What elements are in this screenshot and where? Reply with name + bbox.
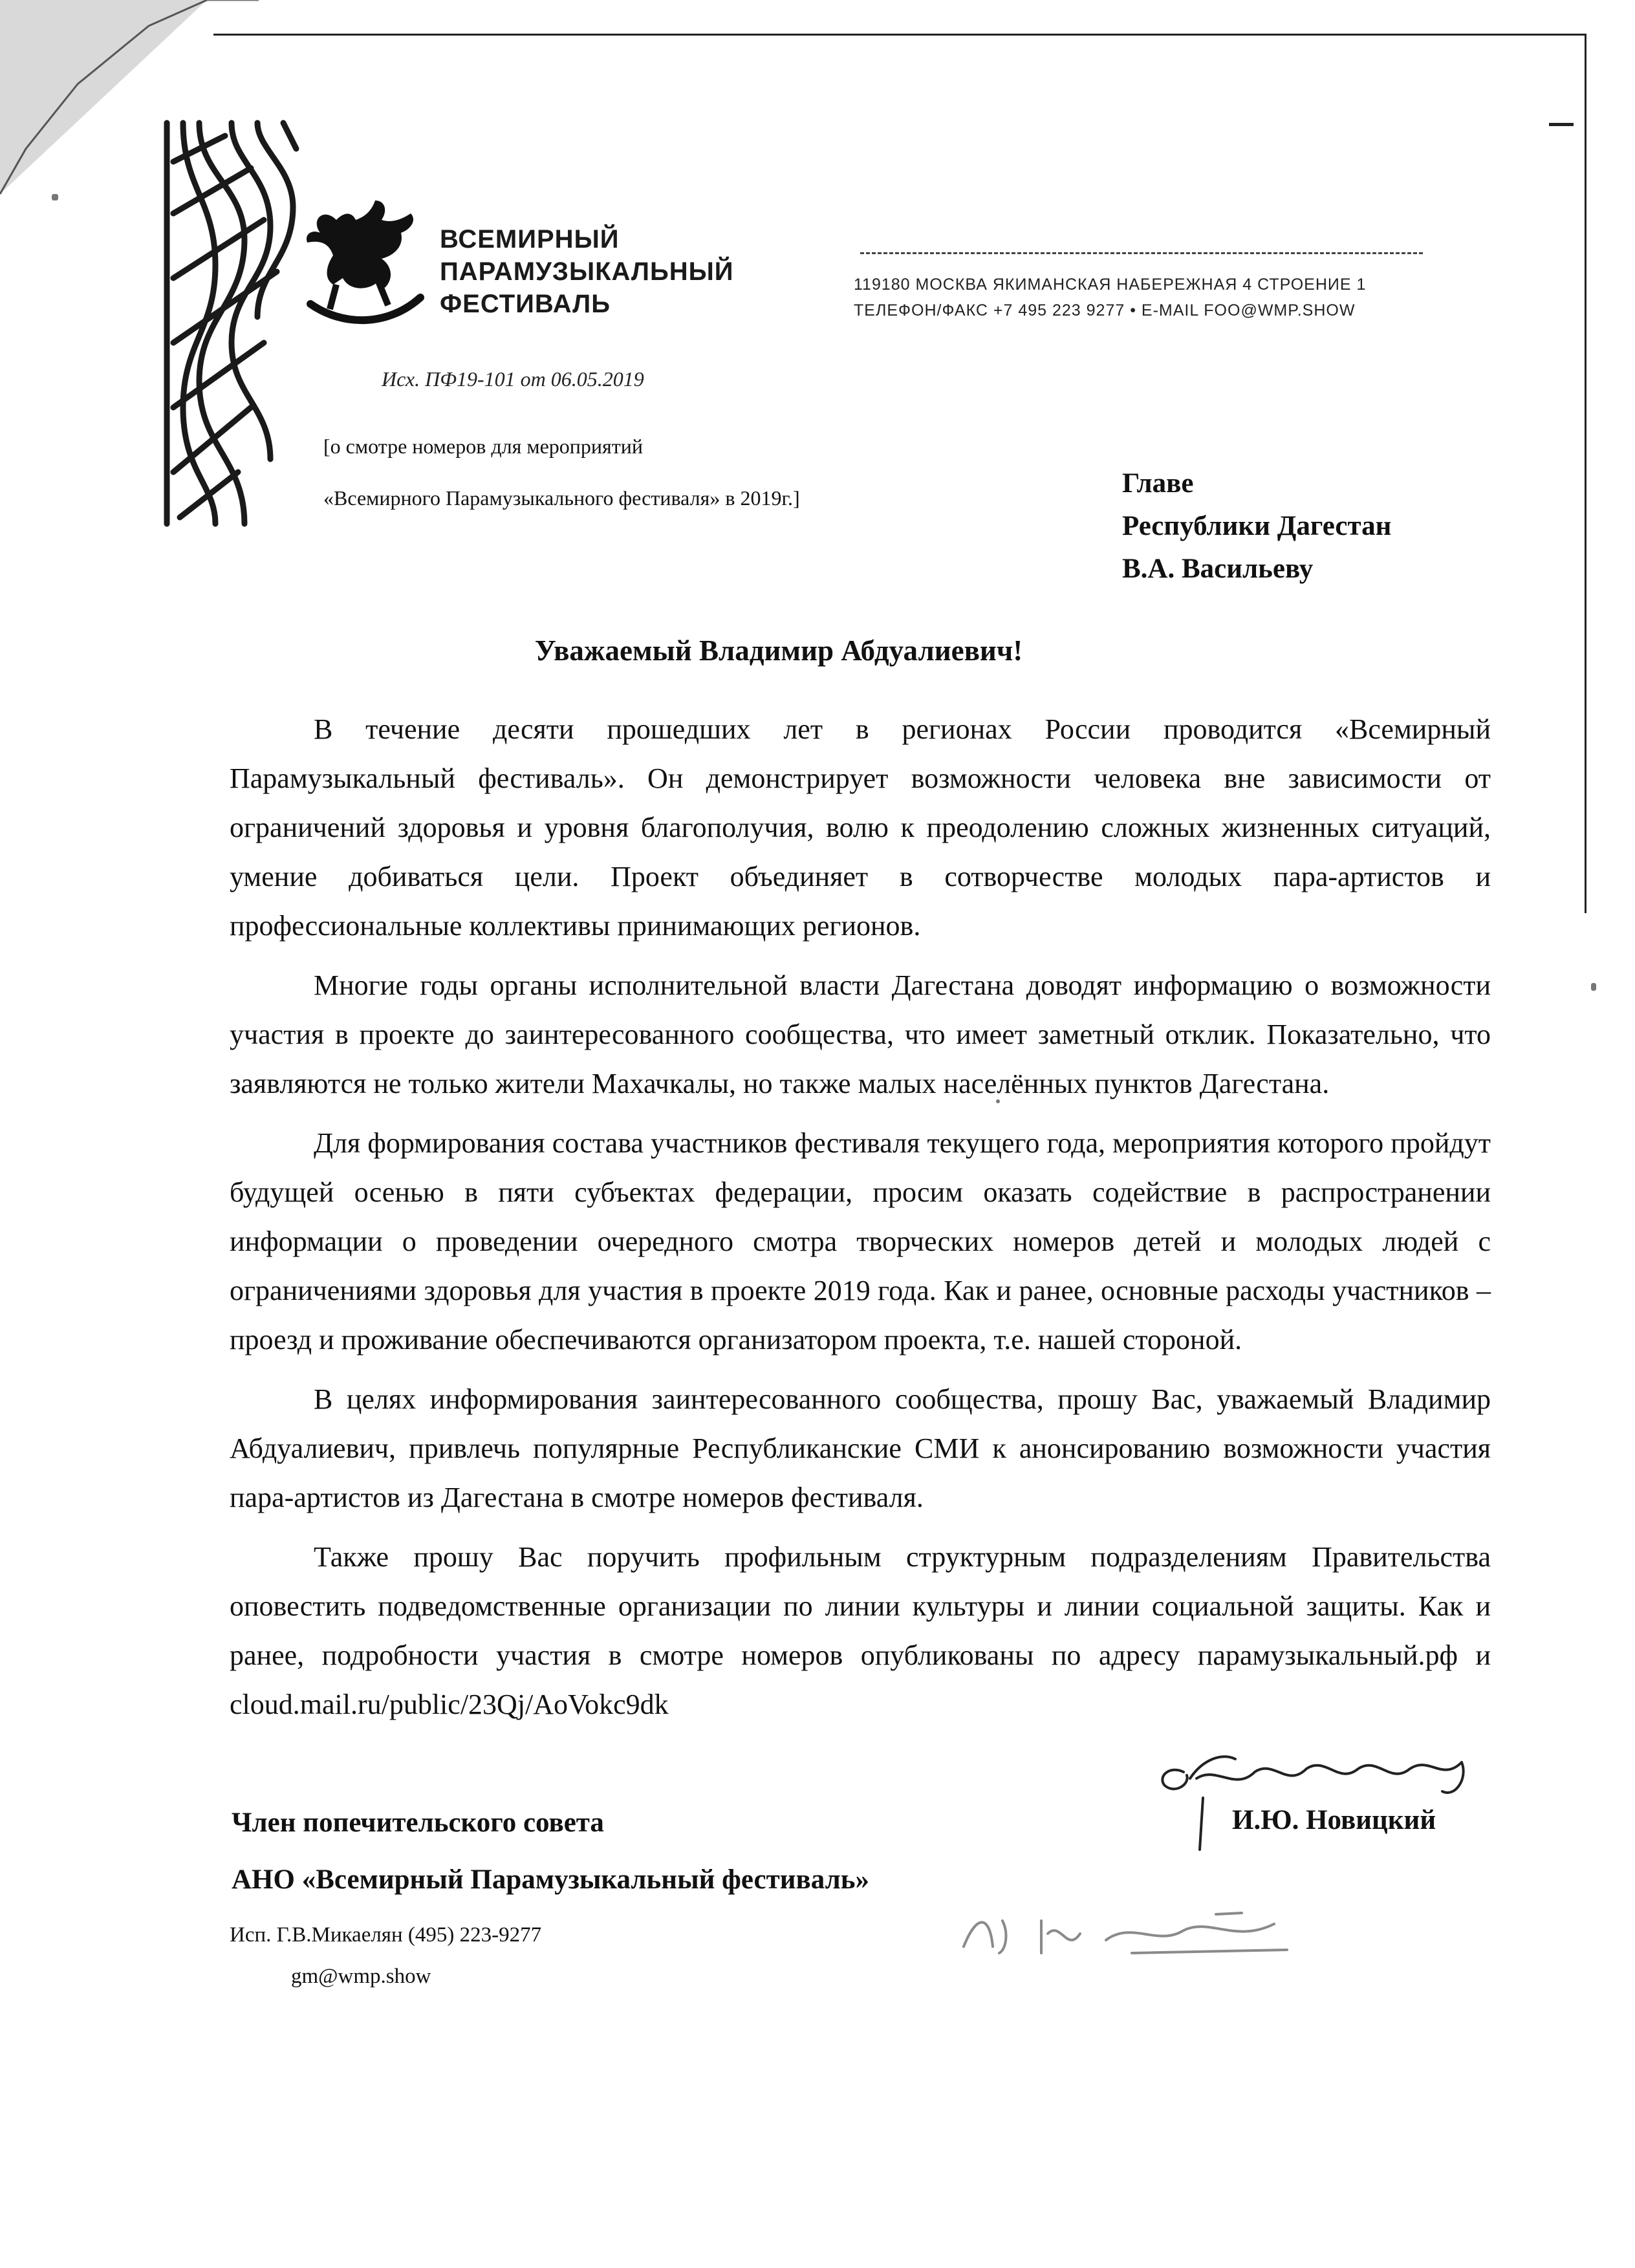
contact-divider [860,252,1423,254]
signatory-name: И.Ю. Новицкий [1232,1805,1436,1835]
addressee-line-2: Республики Дагестан [1122,511,1392,541]
executor-email: gm@wmp.show [291,1965,431,1988]
addressee-line-1: Главе [1122,468,1194,499]
org-name [440,223,734,320]
body-paragraph-5: Также прошу Вас поручить профильным структурным подразделениям Правительства оповестить подведомственные организации по линии культуры и линии социальной защиты. Как и ранее, подробности участия в смотре номеров опубликованы по адресу парамузыкальный.рф и cloud.mail.ru/public/23Qj/AoVokc9dk [230,1541,1491,1720]
outgoing-number: Исх. ПФ19-101 от 06.05.2019 [382,367,644,391]
contact-phone-email: ТЕЛЕФОН/ФАКС +7 495 223 9277 • E-MAIL FOO@WMP.SHOW [854,301,1356,319]
salutation [0,634,1635,667]
addressee-block [1122,462,1391,590]
body-paragraph-1: В течение десяти прошедших лет в регионах России проводится «Всемирный Парамузыкальный фестиваль». Он демонстрирует возможности человека вне зависимости от ограничений здоровья и уровня благополучия, волю к преодолению сложных жизненных ситуаций, умение добиваться цели. Проект объединяет в сотворчестве молодых пара-артистов и профессиональные коллективы принимающих регионов. [230,713,1491,942]
org-name-line-3: ФЕСТИВАЛЬ [440,290,611,318]
signatory-title [232,1795,869,1908]
contact-address: 119180 МОСКВА ЯКИМАНСКАЯ НАБЕРЕЖНАЯ 4 СТРОЕНИЕ 1 [854,275,1367,294]
subject-line-2: «Всемирного Парамузыкального фестиваля» в 2019г.] [323,486,800,510]
bleed-through-scribble [938,1895,1300,1972]
executor-block [230,1914,541,1997]
salutation-text: Уважаемый Владимир Абдуалиевич! [534,634,1023,667]
scan-speck [52,194,58,200]
signatory-title-line-2: АНО «Всемирный Парамузыкальный фестиваль» [232,1864,869,1895]
org-name-line-1: ВСЕМИРНЫЙ [440,225,620,254]
body-paragraph-2: Многие годы органы исполнительной власти Дагестана доводят информацию о возможности участия в проекте до заинтересованного сообщества, что имеет заметный отклик. Показательно, что заявляются не только жители Махачкалы, но также малых населённых пунктов Дагестана. [230,969,1491,1099]
contact-block [854,272,1366,323]
scan-speck [1591,983,1596,991]
body-paragraph-3: Для формирования состава участников фестиваля текущего года, мероприятия которого пройдут будущей осенью в пяти субъектах федерации, просим оказать содействие в распространении информации о проведении очередного смотра творческих номеров детей и молодых людей с ограничениями здоровья для участия в проекте 2019 года. Как и ранее, основные расходы участников – проезд и проживание обеспечиваются организатором проекта, т.е. нашей стороной. [230,1127,1491,1355]
addressee-line-3: В.А. Васильеву [1122,554,1314,584]
page-edge-top [213,34,1585,36]
letter-body [230,705,1491,1740]
scan-speck [996,1099,1000,1103]
margin-mark [1549,123,1574,126]
body-paragraph-4: В целях информирования заинтересованного сообщества, прошу Вас, уважаемый Владимир Абдуалиевич, привлечь популярные Республиканские СМИ к анонсированию возможности участия пара-артистов из Дагестана в смотре номеров фестиваля. [230,1383,1491,1513]
subject-line-1: [о смотре номеров для мероприятий [323,435,643,458]
braided-ornament-icon [154,110,309,537]
page-edge-right [1585,34,1586,913]
letter-subject [323,420,800,524]
rocking-horse-logo-icon [298,194,427,330]
org-name-line-2: ПАРАМУЗЫКАЛЬНЫЙ [440,257,734,286]
executor-line: Исп. Г.В.Микаелян (495) 223-9277 [230,1923,542,1947]
signatory-title-line-1: Член попечительского совета [232,1808,604,1838]
